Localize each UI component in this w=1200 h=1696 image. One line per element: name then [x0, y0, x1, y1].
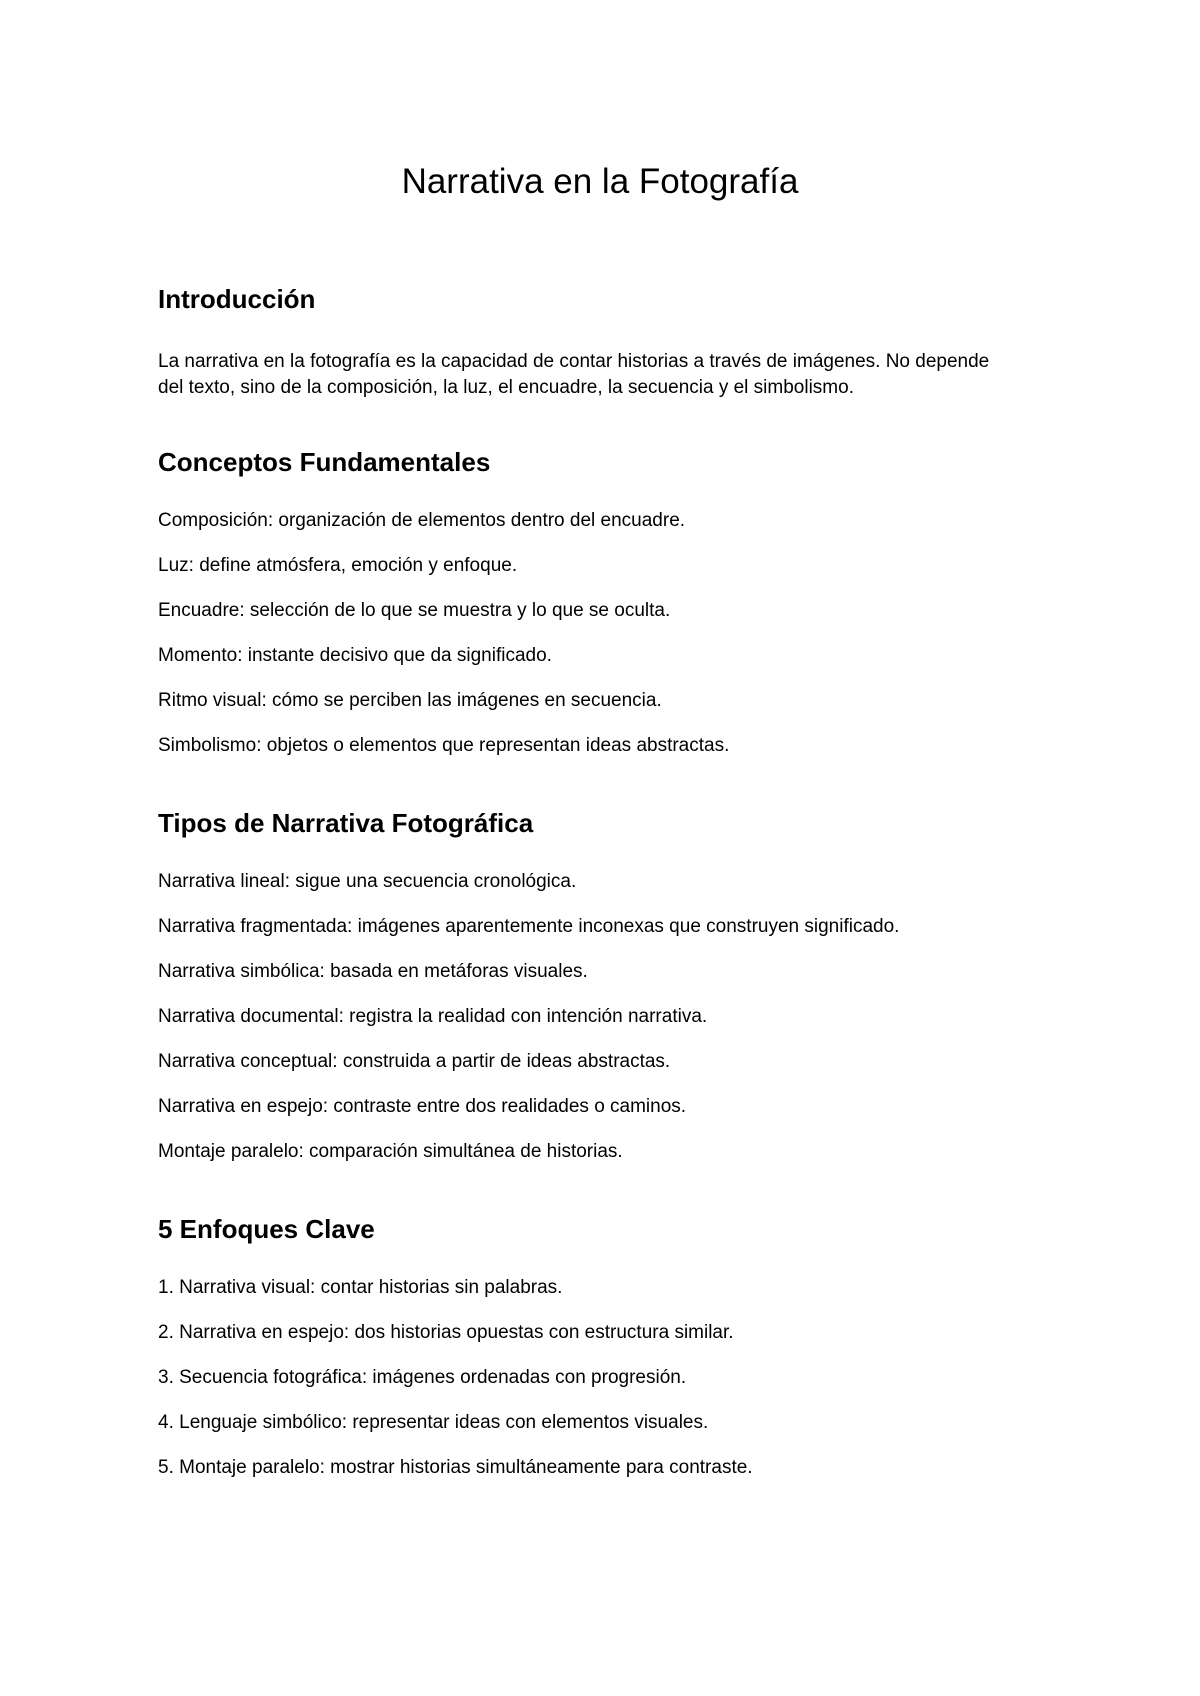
- section-concepts: [158, 446, 1058, 778]
- document-title: Narrativa en la Fotografía: [401, 162, 799, 201]
- section-heading-introduction: Introducción: [158, 284, 316, 314]
- type-item: Montaje paralelo: comparación simultánea de historias.: [158, 1141, 623, 1162]
- section-types: [158, 807, 1058, 1184]
- concept-item: Ritmo visual: cómo se perciben las imágenes en secuencia.: [158, 690, 662, 711]
- section-approaches: [158, 1213, 1058, 1500]
- type-item: Narrativa en espejo: contraste entre dos realidades o caminos.: [158, 1096, 687, 1117]
- section-introduction: [158, 283, 1058, 401]
- concept-item: Momento: instante decisivo que da significado.: [158, 645, 552, 666]
- section-heading-concepts: Conceptos Fundamentales: [158, 447, 491, 477]
- intro-paragraph-line-2: del texto, sino de la composición, la luz, el encuadre, la secuencia y el simbolismo.: [158, 377, 854, 398]
- section-heading-approaches: 5 Enfoques Clave: [158, 1214, 375, 1244]
- type-item: Narrativa conceptual: construida a partir de ideas abstractas.: [158, 1051, 671, 1072]
- section-heading-types: Tipos de Narrativa Fotográfica: [158, 808, 534, 838]
- approach-item: 5. Montaje paralelo: mostrar historias simultáneamente para contraste.: [158, 1457, 753, 1478]
- approach-item: 3. Secuencia fotográfica: imágenes ordenadas con progresión.: [158, 1367, 687, 1388]
- type-item: Narrativa simbólica: basada en metáforas visuales.: [158, 961, 588, 982]
- type-item: Narrativa documental: registra la realidad con intención narrativa.: [158, 1006, 708, 1027]
- concept-item: Encuadre: selección de lo que se muestra y lo que se oculta.: [158, 600, 671, 621]
- approach-item: 2. Narrativa en espejo: dos historias opuestas con estructura similar.: [158, 1322, 734, 1343]
- concept-item: Simbolismo: objetos o elementos que representan ideas abstractas.: [158, 735, 730, 756]
- approach-item: 1. Narrativa visual: contar historias sin palabras.: [158, 1277, 563, 1298]
- type-item: Narrativa fragmentada: imágenes aparentemente inconexas que construyen significado.: [158, 916, 900, 937]
- intro-paragraph-line-1: La narrativa en la fotografía es la capacidad de contar historias a través de imágenes. No depende: [158, 351, 990, 372]
- concept-item: Composición: organización de elementos dentro del encuadre.: [158, 510, 686, 531]
- concept-item: Luz: define atmósfera, emoción y enfoque.: [158, 555, 518, 576]
- type-item: Narrativa lineal: sigue una secuencia cronológica.: [158, 871, 577, 892]
- approach-item: 4. Lenguaje simbólico: representar ideas con elementos visuales.: [158, 1412, 709, 1433]
